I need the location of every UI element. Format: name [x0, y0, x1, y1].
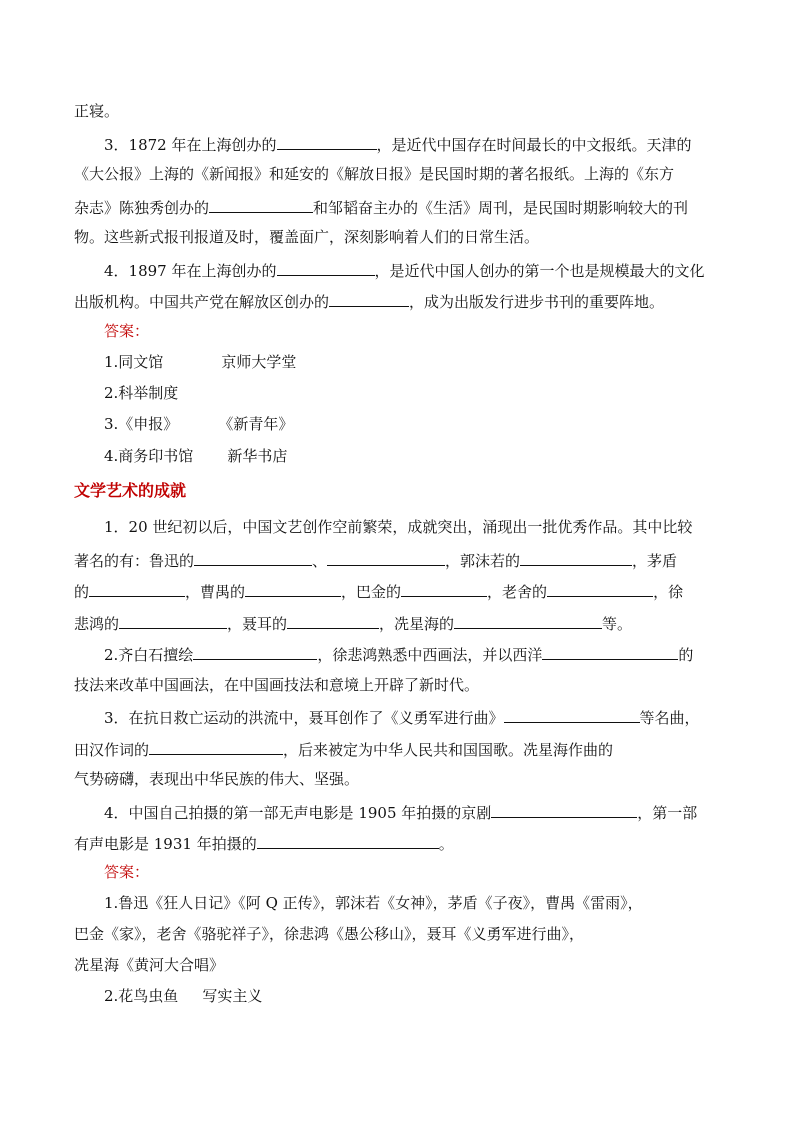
answer-4 [104, 446, 754, 466]
question-3-line-3 [74, 196, 724, 218]
s2-answer-2 [104, 986, 754, 1006]
fill-blank[interactable] [149, 738, 283, 755]
text-fragment: ，冼星海的 [379, 615, 455, 633]
text-fragment: ，成为出版发行进步书刊的重要阵地。 [409, 293, 665, 311]
text-fragment: 杂志》陈独秀创办的 [74, 199, 210, 217]
fill-blank[interactable] [193, 643, 317, 660]
text-fragment: 3．1872 年在上海创办的 [104, 136, 277, 154]
fill-blank[interactable] [194, 549, 312, 566]
text-fragment: 新华书店 [227, 447, 288, 465]
fill-blank[interactable] [547, 580, 653, 597]
text-line [74, 101, 724, 121]
answer-label [104, 321, 754, 341]
s2-question-3-line-2 [74, 738, 724, 760]
question-3-line-1 [104, 133, 754, 155]
text-fragment: 1．20 世纪初以后，中国文艺创作空前繁荣，成就突出，涌现出一批优秀作品。其中比较 [104, 518, 693, 536]
text-fragment: ，老舍的 [487, 583, 548, 601]
text-fragment: 1.同文馆 [104, 353, 164, 371]
answer-label [104, 862, 754, 882]
s2-answer-1-line-1 [104, 893, 754, 913]
answer-1 [104, 352, 754, 372]
text-fragment: 等名曲， [639, 709, 700, 727]
text-fragment: 的 [678, 646, 694, 664]
text-fragment: 等。 [602, 615, 633, 633]
text-fragment: 有声电影是 1931 年拍摄的 [74, 835, 257, 853]
text-fragment: 物。这些新式报刊报道及时，覆盖面广，深刻影响着人们的日常生活。 [74, 228, 540, 246]
text-fragment: 和邹韬奋主办的《生活》周刊，是民国时期影响较大的刊 [313, 199, 689, 217]
s2-question-2-line-2 [74, 675, 724, 695]
text-fragment: 巴金《家》，老舍《骆驼祥子》，徐悲鸿《愚公移山》，聂耳《义勇军进行曲》， [74, 925, 585, 943]
fill-blank[interactable] [491, 801, 637, 818]
fill-blank[interactable] [119, 612, 227, 629]
text-fragment: 、 [312, 552, 328, 570]
text-fragment: 《大公报》上海的《新闻报》和延安的《解放日报》是民国时期的著名报纸。上海的《东方 [74, 165, 675, 183]
s2-question-1-line-2 [74, 549, 724, 571]
question-3-line-2 [74, 164, 724, 184]
text-fragment: ，第一部 [637, 804, 698, 822]
fill-blank[interactable] [89, 580, 185, 597]
s2-answer-1-line-2 [74, 924, 724, 944]
text-fragment: 4．1897 年在上海创办的 [104, 262, 277, 280]
text-fragment: 悲鸿的 [74, 615, 120, 633]
s2-answer-1-line-3 [74, 955, 724, 975]
text-fragment: 2.齐白石擅绘 [104, 646, 194, 664]
text-fragment: 《新青年》 [218, 415, 294, 433]
fill-blank[interactable] [401, 580, 487, 597]
text-fragment: 文学艺术的成就 [74, 481, 187, 500]
text-fragment: 气势磅礴，表现出中华民族的伟大、坚强。 [74, 770, 360, 788]
answer-3 [104, 414, 754, 434]
text-fragment: ，聂耳的 [227, 615, 288, 633]
fill-blank[interactable] [277, 133, 377, 150]
text-fragment: ，徐 [653, 583, 684, 601]
fill-blank[interactable] [454, 612, 602, 629]
s2-question-1-line-1 [104, 517, 754, 537]
fill-blank[interactable] [329, 290, 409, 307]
section-title [74, 481, 724, 501]
text-fragment: 京师大学堂 [221, 353, 297, 371]
text-fragment: 冼星海《黄河大合唱》 [74, 956, 225, 974]
fill-blank[interactable] [245, 580, 341, 597]
text-fragment: 写实主义 [202, 987, 263, 1005]
answer-2 [104, 383, 754, 403]
text-fragment: 3.《申报》 [104, 415, 179, 433]
text-fragment: 答案： [104, 322, 150, 340]
text-fragment: ，茅盾 [632, 552, 678, 570]
s2-question-4-line-1 [104, 801, 754, 823]
s2-question-3-line-3 [74, 769, 724, 789]
text-fragment: 正寝。 [74, 102, 120, 120]
text-fragment: ，徐悲鸿熟悉中西画法，并以西洋 [317, 646, 543, 664]
text-fragment: 答案： [104, 863, 150, 881]
fill-blank[interactable] [327, 549, 445, 566]
text-fragment: 出版机构。中国共产党在解放区创办的 [74, 293, 330, 311]
text-fragment: ，是近代中国人创办的第一个也是规模最大的文化 [374, 262, 705, 280]
text-fragment: ，巴金的 [341, 583, 402, 601]
text-fragment: 田汉作词的 [74, 741, 150, 759]
fill-blank[interactable] [520, 549, 632, 566]
text-fragment: 2.科举制度 [104, 384, 179, 402]
text-fragment: 3．在抗日救亡运动的洪流中，聂耳创作了《义勇军进行曲》 [104, 709, 504, 727]
s2-question-1-line-3 [74, 580, 724, 602]
s2-question-1-line-4 [74, 612, 724, 634]
text-fragment: ，后来被定为中华人民共和国国歌。冼星海作曲的 [283, 741, 614, 759]
text-fragment: 1.鲁迅《狂人日记》《阿 Q 正传》，郭沫若《女神》，茅盾《子夜》，曹禺《雷雨》， [104, 894, 643, 912]
s2-question-2-line-1 [104, 643, 754, 665]
text-fragment: ，曹禺的 [185, 583, 246, 601]
fill-blank[interactable] [542, 643, 678, 660]
s2-question-3-line-1 [104, 706, 754, 728]
text-fragment: 。 [438, 835, 454, 853]
text-fragment: 著名的有：鲁迅的 [74, 552, 195, 570]
text-fragment: 4．中国自己拍摄的第一部无声电影是 1905 年拍摄的京剧 [104, 804, 492, 822]
fill-blank[interactable] [209, 196, 313, 213]
text-fragment: 的 [74, 583, 90, 601]
s2-question-4-line-2 [74, 832, 724, 854]
fill-blank[interactable] [287, 612, 379, 629]
text-fragment: ，郭沫若的 [445, 552, 521, 570]
text-fragment: 4.商务印书馆 [104, 447, 194, 465]
fill-blank[interactable] [257, 832, 439, 849]
text-fragment: ，是近代中国存在时间最长的中文报纸。天津的 [376, 136, 692, 154]
text-fragment: 2.花鸟虫鱼 [104, 987, 179, 1005]
question-4-line-2 [74, 290, 724, 312]
text-fragment: 技法来改革中国画法，在中国画技法和意境上开辟了新时代。 [74, 676, 480, 694]
fill-blank[interactable] [277, 259, 375, 276]
question-4-line-1 [104, 259, 754, 281]
question-3-line-4 [74, 227, 724, 247]
fill-blank[interactable] [504, 706, 640, 723]
